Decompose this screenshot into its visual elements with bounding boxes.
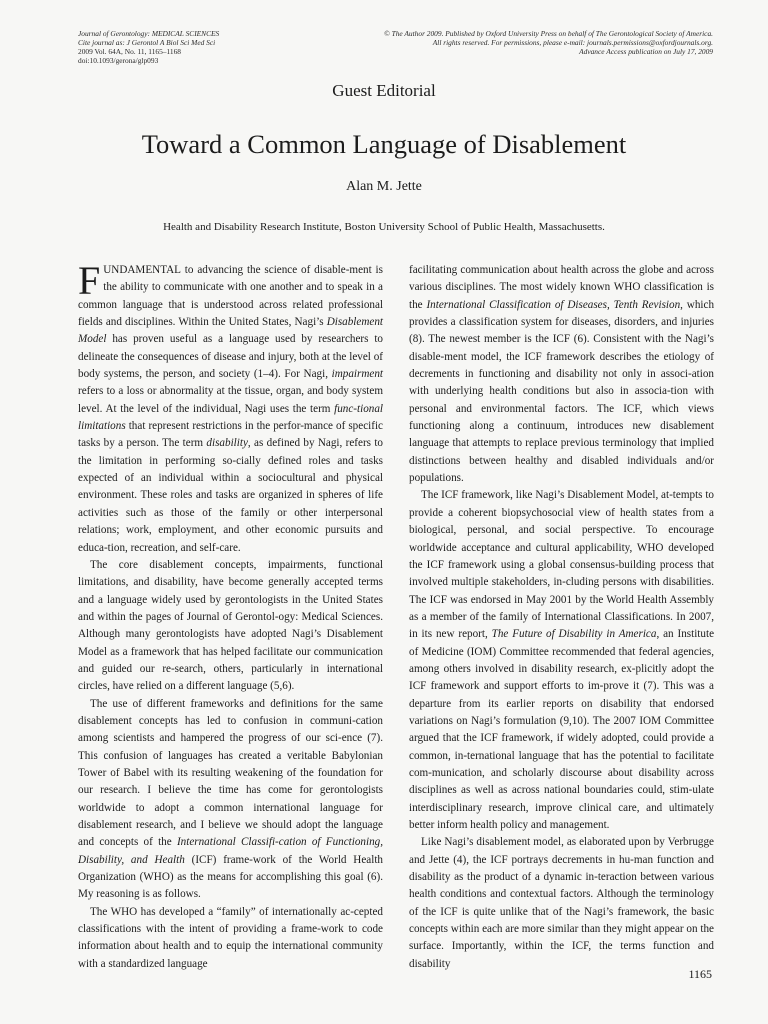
paragraph: The core disablement concepts, impairments, functional limitations, and disability, have become generally accepted terms and a language widely used by gerontologists in the United States and within the pages of Journal of Gerontol-ogy: Medical Sciences. Although many gerontologists have adopted Nagi’s Disablement Model as a framework that has helped facilitate our communication and guided our re-search, others, particularly in international circles, have relied on a different language (5,6). (78, 558, 383, 693)
doi-line: doi:10.1093/gerona/glp093 (78, 56, 159, 66)
copyright-line: © The Author 2009. Published by Oxford University Press on behalf of The Gerontological Society of America. (384, 29, 713, 38)
permissions-line: All rights reserved. For permissions, please e-mail: journals.permissions@oxfordjournals.org. (432, 38, 713, 48)
page-number: 1165 (688, 967, 712, 981)
small-caps-lead: UNDAMENTAL (103, 264, 181, 276)
italic-term: impairment (331, 368, 383, 381)
journal-header-right (384, 29, 713, 56)
italic-term: The Future of Disability in America (491, 628, 657, 641)
left-column (78, 258, 384, 973)
text-run: The use of different frameworks and definitions for the same disablement concepts has led to confusion in communi-cation among scientists and hampered the progress of our sci-ence (7). This confusion of languages has created a veritable Babylonian Tower of Babel with its resulting weakening of the foundation for our research. I believe the time has come for gerontologists worldwide to adopt a common international language for disablement research, and I believe we should adopt the language and concepts of the (78, 697, 383, 849)
paragraph (78, 258, 383, 557)
italic-term: func-tional limitations (78, 402, 383, 433)
paragraph (78, 696, 383, 904)
citation-line: Cite journal as: J Gerontol A Biol Sci Med Sci (78, 38, 216, 48)
journal-name: Journal of Gerontology: MEDICAL SCIENCES (78, 29, 220, 38)
text-run: The ICF framework, like Nagi’s Disablement Model, at-tempts to provide a coherent biopsychosocial view of health states from a biological, personal, and social perspective. To encourage worldwide acceptance and cultural applicability, WHO developed the ICF framework using a global consensus-building process that involved multiple stakeholders, in-cluding persons with disabilities. The ICF was endorsed in May 2001 by the World Health Assembly as a member of the family of International Classifications. In 2007, in its new report, (409, 489, 714, 641)
text-run: , an Institute of Medicine (IOM) Committee recommended that federal agencies, among others involved in disability research, ex-plicitly adopt the ICF framework and support efforts to im-prove it (7). This was a departure from its earlier reports on disability that endorsed variations on Nagi’s formulation (9,10). The 2007 IOM Committee argued that the ICF framework, if widely adopted, could provide a common, in-ternational language that has the potential to facilitate com-munication, and scholarly discourse about disability across disciplines as well as across national boundaries could, stim-ulate interdisciplinary research, improve clinical care, and ultimately better inform health policy and management. (409, 628, 715, 831)
drop-cap: F (78, 258, 101, 303)
text-run: refers to a loss or abnormality at the tissue, organ, and body system level. At the level of the individual, Nagi uses the term (78, 385, 383, 415)
paragraph (409, 262, 714, 487)
text-run: has proven useful as a language used by researchers to delineate the consequences of disease and injury, both at the level of body systems, the person, and society (1–4). For Nagi, (78, 333, 383, 381)
paragraph: Like Nagi’s disablement model, as elaborated upon by Verbrugge and Jette (4), the ICF portrays decrements in hu-man function and disability as the product of a dynamic in-teraction between various health conditions and contextual factors. Although the terminology of the ICF is quite unlike that of the Nagi’s framework, the basic concepts within each are more similar than they might appear on the surface. Importantly, within the ICF, the terms function and disability (409, 836, 714, 970)
italic-term: International Classification of Diseases, Tenth Revision (426, 298, 681, 311)
author-name: Alan M. Jette (346, 179, 422, 194)
italic-term: disability (206, 437, 248, 450)
text-run: that represent restrictions in the perfor-mance of specific tasks by a person. The term (78, 420, 383, 450)
text-run: , as defined by Nagi, refers to the limitation in performing so-cially defined roles and tasks expected of an individual within a sociocultural and physical environment. These roles and tasks are organized in spheres of life activities such as those of the family or other interpersonal relations; work, employment, and other economic pursuits and educa-tion, recreation, and self-care. (78, 437, 383, 554)
section-label: Guest Editorial (332, 81, 436, 100)
journal-header-left (78, 29, 219, 65)
paragraph: The WHO has developed a “family” of internationally ac-cepted classifications with the intent of providing a frame-work to code information about health and to equip the international community with a standardized language (78, 905, 383, 970)
text-run: facilitating communication about health across the globe and across various disciplines. The most widely known WHO classification is the (409, 264, 714, 311)
advance-access-line: Advance Access publication on July 17, 2009 (579, 47, 713, 57)
article-title: Toward a Common Language of Disablement (141, 129, 627, 159)
italic-term: Disablement Model (78, 316, 383, 346)
author-affiliation: Health and Disability Research Institute, Boston University School of Public Health, Massachusetts. (163, 221, 605, 233)
italic-term: International Classifi-cation of Functioning, Disability, and Health (78, 836, 384, 866)
text-run: , which provides a classification system for diseases, disorders, and injuries (8). The newest member is the ICF (6). Consistent with the Nagi’s disable-ment model, the ICF framework describes the etiology of decrements in functioning and disability not only in associ-ation with underlying health conditions but also in associa-tion with personal and environmental factors. The ICF, which views functioning along a continuum, introduces new disablement language that attempts to replace previous terminology that implied distinctions between healthy and disabled individuals and/or populations. (409, 298, 715, 485)
text-run: (ICF) frame-work of the World Health Organization (WHO) as the means for accomplishing this goal (6). My reasoning is as follows. (78, 853, 383, 901)
text-run: to advancing the science of disable-ment is the ability to communicate with one another and to speak in a common language that is understood across related professional fields and disciplines. Within the United States, Nagi’s (78, 264, 383, 329)
right-column (409, 262, 714, 973)
paragraph (409, 487, 714, 834)
volume-line: 2009 Vol. 64A, No. 11, 1165–1168 (78, 47, 181, 57)
